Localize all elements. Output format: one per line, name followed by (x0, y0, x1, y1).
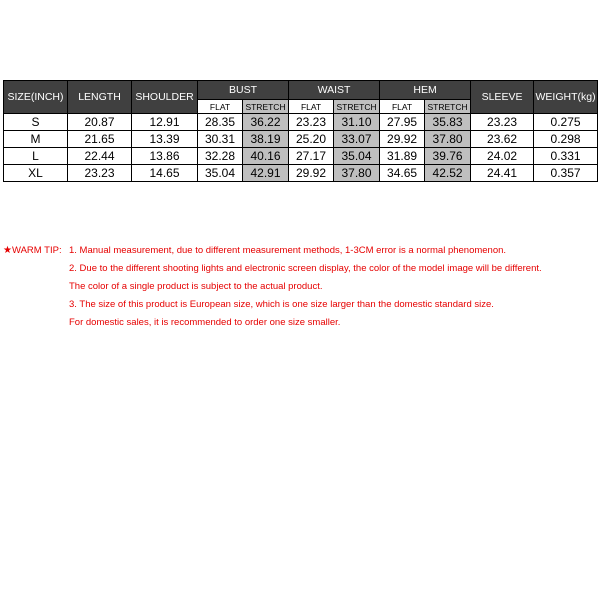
cell-hem-stretch: 42.52 (425, 165, 471, 182)
subheader-bust-flat: FLAT (198, 100, 243, 114)
cell-length: 23.23 (68, 165, 132, 182)
tip-line (3, 242, 600, 260)
cell-bust-stretch: 42.91 (243, 165, 289, 182)
cell-bust-flat: 30.31 (198, 131, 243, 148)
cell-weight: 0.275 (534, 114, 598, 131)
cell-bust-flat: 32.28 (198, 148, 243, 165)
header-bust: BUST (198, 81, 289, 100)
table-row (4, 131, 598, 148)
size-chart-table (3, 80, 598, 182)
cell-hem-stretch: 35.83 (425, 114, 471, 131)
subheader-hem-stretch: STRETCH (425, 100, 471, 114)
cell-bust-flat: 28.35 (198, 114, 243, 131)
warm-tip-label-text: WARM TIP: (11, 245, 62, 256)
tip-text: 2. Due to the different shooting lights and electronic screen display, the color of the model image will be different. (69, 263, 542, 274)
cell-waist-flat: 23.23 (289, 114, 334, 131)
header-size: SIZE(INCH) (4, 81, 68, 114)
cell-shoulder: 12.91 (132, 114, 198, 131)
cell-hem-flat: 34.65 (380, 165, 425, 182)
header-shoulder: SHOULDER (132, 81, 198, 114)
cell-hem-stretch: 39.76 (425, 148, 471, 165)
cell-size: S (4, 114, 68, 131)
subheader-waist-stretch: STRETCH (334, 100, 380, 114)
tip-text: 3. The size of this product is European size, which is one size larger than the domestic standard size. (69, 299, 494, 310)
cell-waist-flat: 27.17 (289, 148, 334, 165)
cell-waist-flat: 25.20 (289, 131, 334, 148)
tip-line (3, 314, 600, 332)
cell-length: 22.44 (68, 148, 132, 165)
cell-shoulder: 14.65 (132, 165, 198, 182)
header-weight: WEIGHT(kg) (534, 81, 598, 114)
header-waist: WAIST (289, 81, 380, 100)
cell-length: 21.65 (68, 131, 132, 148)
cell-weight: 0.357 (534, 165, 598, 182)
cell-waist-stretch: 31.10 (334, 114, 380, 131)
header-length: LENGTH (68, 81, 132, 114)
subheader-hem-flat: FLAT (380, 100, 425, 114)
cell-bust-stretch: 38.19 (243, 131, 289, 148)
tip-text: For domestic sales, it is recommended to order one size smaller. (69, 317, 341, 328)
cell-bust-stretch: 40.16 (243, 148, 289, 165)
header-sleeve: SLEEVE (471, 81, 534, 114)
cell-bust-flat: 35.04 (198, 165, 243, 182)
cell-shoulder: 13.39 (132, 131, 198, 148)
cell-waist-stretch: 35.04 (334, 148, 380, 165)
cell-shoulder: 13.86 (132, 148, 198, 165)
tip-text: 1. Manual measurement, due to different measurement methods, 1-3CM error is a normal phenomenon. (69, 245, 507, 256)
table-row (4, 114, 598, 131)
cell-length: 20.87 (68, 114, 132, 131)
table-row (4, 148, 598, 165)
tip-line (3, 296, 600, 314)
cell-sleeve: 24.02 (471, 148, 534, 165)
cell-sleeve: 23.23 (471, 114, 534, 131)
subheader-bust-stretch: STRETCH (243, 100, 289, 114)
cell-waist-flat: 29.92 (289, 165, 334, 182)
tip-line (3, 278, 600, 296)
cell-hem-flat: 27.95 (380, 114, 425, 131)
cell-size: L (4, 148, 68, 165)
table-row (4, 165, 598, 182)
cell-bust-stretch: 36.22 (243, 114, 289, 131)
tip-text: The color of a single product is subject to the actual product. (69, 281, 323, 292)
table-header-row (4, 81, 598, 100)
tip-line (3, 260, 600, 278)
warm-tips (3, 242, 600, 332)
header-hem: HEM (380, 81, 471, 100)
cell-weight: 0.331 (534, 148, 598, 165)
subheader-waist-flat: FLAT (289, 100, 334, 114)
cell-weight: 0.298 (534, 131, 598, 148)
star-icon: ★ (3, 245, 12, 256)
cell-hem-stretch: 37.80 (425, 131, 471, 148)
cell-waist-stretch: 33.07 (334, 131, 380, 148)
cell-waist-stretch: 37.80 (334, 165, 380, 182)
cell-hem-flat: 29.92 (380, 131, 425, 148)
cell-size: XL (4, 165, 68, 182)
cell-hem-flat: 31.89 (380, 148, 425, 165)
warm-tip-label (3, 242, 62, 260)
cell-size: M (4, 131, 68, 148)
cell-sleeve: 23.62 (471, 131, 534, 148)
cell-sleeve: 24.41 (471, 165, 534, 182)
